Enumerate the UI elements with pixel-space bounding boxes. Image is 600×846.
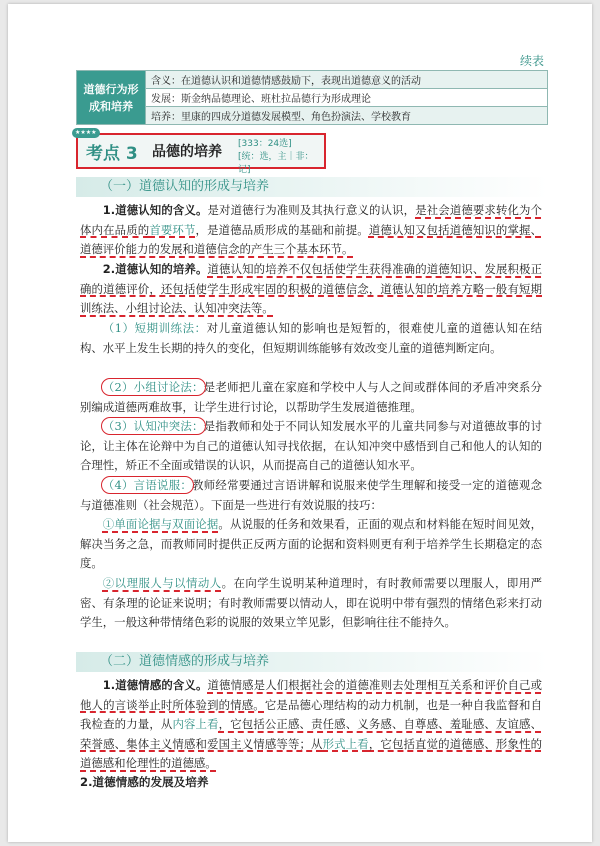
kaodian-tag-exam: [333：24选] bbox=[238, 139, 292, 149]
paragraph-cognition-cultivation: 2.道德认知的培养。道德认知的培养不仅包括使学生获得准确的道德知识、发展积极正确的道德评价，还包括使学生形成牢固的积极的道德信念，道德认知的培养方略一般有短期训练法、小组讨论法、认知冲突法等。 bbox=[80, 262, 542, 316]
kaodian-header bbox=[75, 129, 326, 175]
paragraph-lead: 2.道德认知的培养。 bbox=[102, 262, 208, 276]
summary-row-meaning: 含义：在道德认识和道德情感鼓励下，表现出道德意义的活动 bbox=[146, 71, 548, 89]
continued-label: 续表 bbox=[519, 54, 544, 68]
kaodian-tags bbox=[238, 138, 324, 177]
paragraph-cognitive-conflict: （3）认知冲突法：是指教师和处于不同认知发展水平的儿童共同参与对道德故事的讨论，让主体在论辩中为自己的道德认知寻找依据，在认知冲突中感悟到自己和他人的认知的合理性，矫正不全面或错误的认识，从而提高自己的道德认知水平。 bbox=[80, 419, 542, 473]
kaodian-tag-type: [统：选，主｜非：记] bbox=[238, 152, 314, 175]
method-label: （4）言语说服： bbox=[102, 478, 193, 492]
kaodian-number: 考点 3 bbox=[86, 144, 138, 164]
kaodian-title: 品德的培养 bbox=[152, 144, 222, 160]
method-label: （2）小组讨论法： bbox=[102, 380, 204, 394]
technique-label: ②以理服人与以情动人 bbox=[102, 576, 222, 590]
page-sheet bbox=[8, 4, 592, 842]
section-heading-moral-emotion: （二）道德情感的形成与培养 bbox=[76, 652, 548, 672]
summary-row-cultivation: 培养：里康的四成分道德发展模型、角色扮演法、学校教育 bbox=[146, 107, 548, 125]
star-rating-icon: ★★★★ bbox=[72, 128, 100, 138]
paragraph-emotion-meaning: 1.道德情感的含义。道德情感是人们根据社会的道德准则去处理相互关系和评价自己或他人的言谈举止时所体验到的情感。它是品德心理结构的动力机制，也是一种自我监督和自我检查的力量，从内容上看，它包括公正感、责任感、义务感、自尊感、羞耻感、友谊感、荣誉感、集体主义情感和爱国主义情感等等；从形式上看，它包括直觉的道德感、形象性的道德感和伦理性的道德感。 bbox=[80, 678, 542, 771]
paragraph-one-two-sided: ①单面论据与双面论据。从说服的任务和效果看，正面的观点和材料能在短时间见效，解决当务之急，而教师同时提供正反两方面的论据和资料则更有利于培养学生长期稳定的态度。 bbox=[80, 517, 542, 571]
summary-table bbox=[76, 70, 548, 125]
technique-label: ①单面论据与双面论据 bbox=[102, 517, 219, 531]
paragraph-group-discussion: （2）小组讨论法：是老师把儿童在家庭和学校中人与人之间或群体间的矛盾冲突系分别编成道德两难故事，让学生进行讨论，以帮助学生发展道德推理。 bbox=[80, 380, 542, 414]
method-label: （3）认知冲突法： bbox=[102, 419, 204, 433]
summary-head: 道德行为形成和培养 bbox=[77, 71, 146, 125]
paragraph-reason-emotion: ②以理服人与以情动人。在向学生说明某种道理时，有时教师需要以理服人，即用严密、有条理的论证来说明；有时教师需要以情动人，即在说明中带有强烈的情绪色彩来打动学生，一般这种带情绪色彩的说服的效果立竿见影，但影响往往不能持久。 bbox=[80, 576, 542, 630]
paragraph-lead: 1.道德情感的含义。 bbox=[102, 678, 208, 692]
method-label: （1）短期训练法： bbox=[102, 321, 207, 335]
paragraph-lead: 1.道德认知的含义。 bbox=[102, 203, 208, 217]
paragraph-verbal-persuasion: （4）言语说服：教师经常要通过言语讲解和说服来使学生理解和接受一定的道德观念与道德准则（社会规范）。下面是一些进行有效说服的技巧： bbox=[80, 478, 542, 512]
subheading-emotion-development: 2.道德情感的发展及培养 bbox=[80, 775, 209, 789]
paragraph-short-training: （1）短期训练法：对儿童道德认知的影响也是短暂的，很难使儿童的道德认知在结构、水平上发生长期的持久的变化，但短期训练能够有效改变儿童的道德判断定向。 bbox=[80, 321, 542, 355]
paragraph-cognition-meaning: 1.道德认知的含义。是对道德行为准则及其执行意义的认识，是社会道德要求转化为个体内在品质的首要环节，是道德品质形成的基础和前提。道德认知又包括道德知识的掌握、道德评价能力的发展和道德信念的产生三个基本环节。 bbox=[80, 203, 542, 257]
summary-row-development: 发展：斯金纳品德理论、班杜拉品德行为形成理论 bbox=[146, 89, 548, 107]
section-heading-moral-cognition: （一）道德认知的形成与培养 bbox=[76, 177, 548, 197]
